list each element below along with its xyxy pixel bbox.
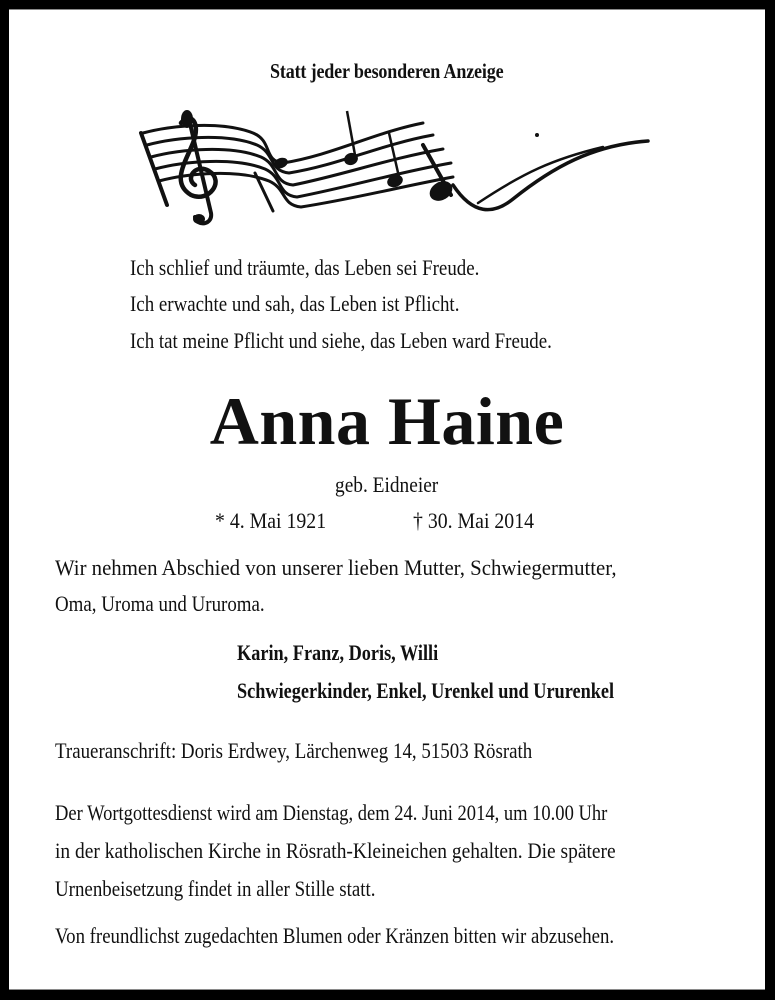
maiden-name-text: geb. Eidneier [335,472,439,497]
service-info [55,838,689,864]
poem-line-text: Ich tat meine Pflicht und siehe, das Leben ward Freude. [130,328,552,353]
notice-header-text: Statt jeder besonderen Anzeige [270,59,504,83]
death-date-text: † 30. Mai 2014 [413,508,535,533]
maiden-name [9,472,765,498]
family-relations [237,678,691,704]
birth-date [215,508,338,534]
music-staff-treble-clef-icon [133,103,653,228]
service-info [55,876,428,902]
mourning-address [55,738,610,764]
obituary-notice [9,9,765,990]
family-names [237,640,479,666]
poem-line [130,291,513,317]
farewell-line: Wir nehmen Abschied von unserer lieben Mutter, Schwiegermutter, [55,555,617,580]
deceased-name: Anna Haine [209,383,565,459]
flowers-note-text: Von freundlichst zugedachten Blumen oder Kränzen bitten wir abzusehen. [55,923,615,948]
farewell-line: Oma, Uroma und Ururoma. [55,591,265,616]
poem-line-text: Ich erwachte und sah, das Leben ist Pflicht. [130,291,460,316]
poem-line [130,255,536,281]
flowers-note [55,923,709,949]
notice-header [9,59,765,84]
poem-line [130,328,621,354]
family-line: Schwiegerkinder, Enkel, Urenkel und Ururenkel [237,678,615,703]
poem-line-text: Ich schlief und träumte, das Leben sei Freude. [130,255,480,280]
service-line: in der katholischen Kirche in Rösrath-Kleineichen gehalten. Die spätere [55,838,616,863]
death-date [413,508,547,534]
mourning-address-text: Traueranschrift: Doris Erdwey, Lärchenweg 14, 51503 Rösrath [55,738,533,763]
service-line: Urnenbeisetzung findet in aller Stille statt. [55,876,376,901]
birth-date-text: * 4. Mai 1921 [215,508,327,533]
family-line: Karin, Franz, Doris, Willi [237,640,439,665]
farewell-text [55,591,731,617]
farewell-text [55,555,731,581]
service-line: Der Wortgottesdienst wird am Dienstag, dem 24. Juni 2014, um 10.00 Uhr [55,800,608,825]
service-info [55,800,711,826]
